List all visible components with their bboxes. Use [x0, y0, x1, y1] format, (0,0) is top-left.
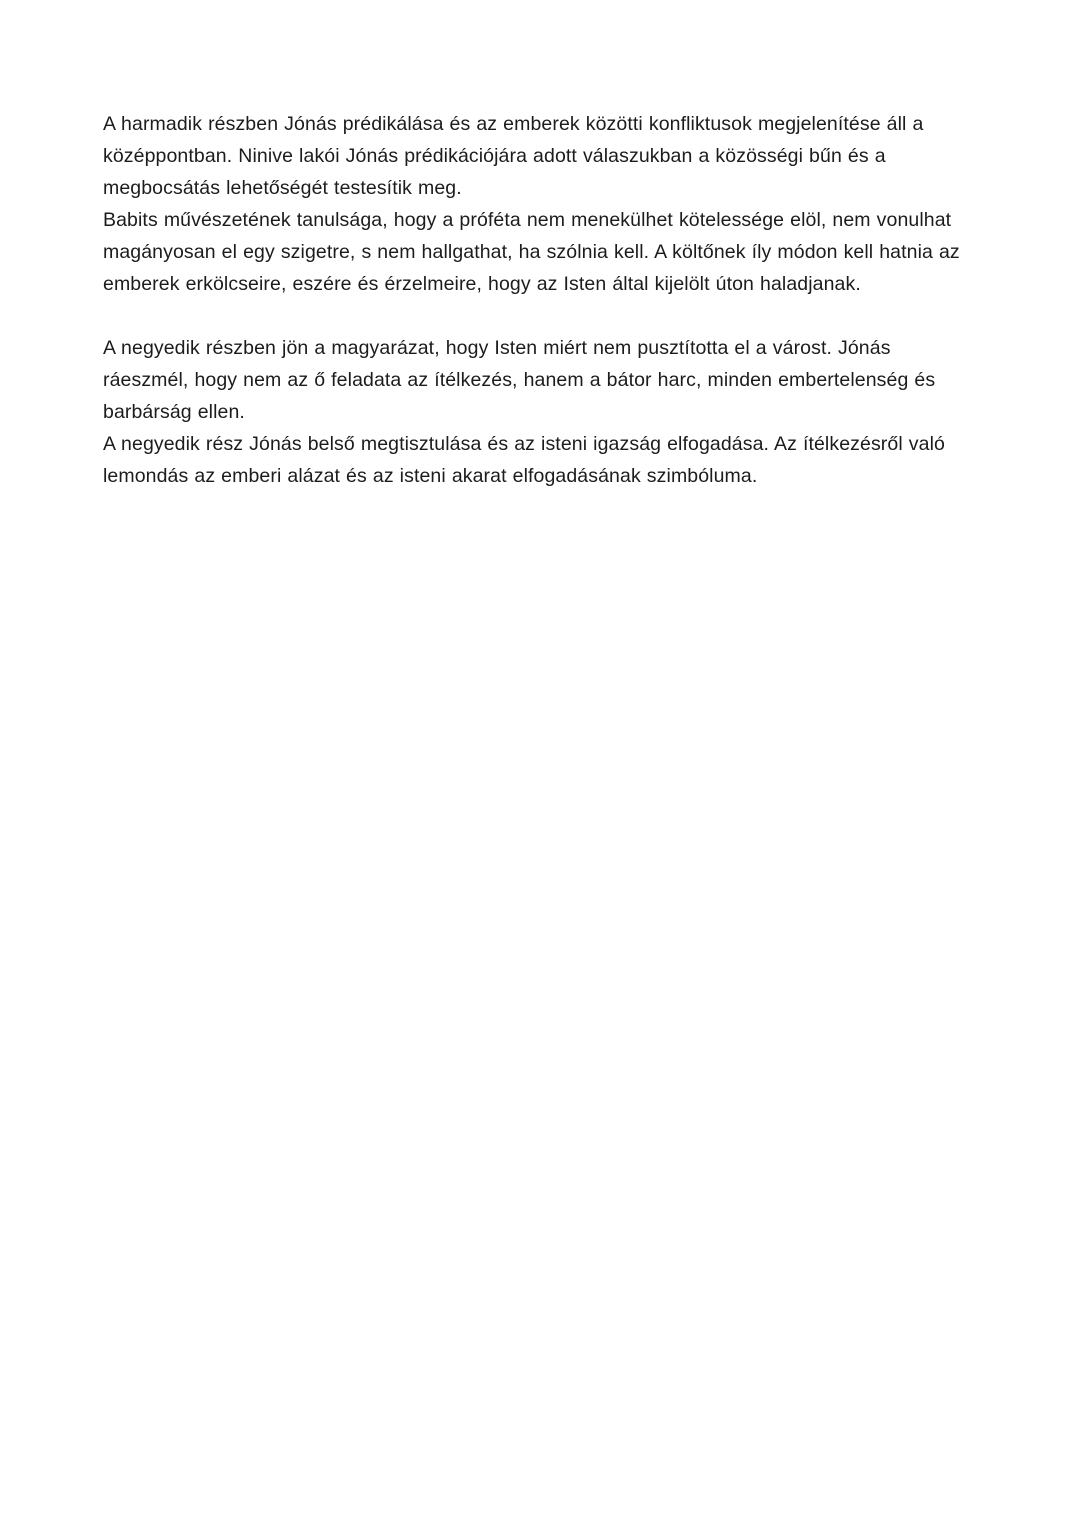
document-body	[103, 108, 970, 492]
paragraph: A negyedik rész Jónás belső megtisztulása és az isteni igazság elfogadása. Az ítélkezésről való lemondás az emberi alázat és az isteni akarat elfogadásának szimbóluma.	[103, 433, 945, 487]
paragraph: Babits művészetének tanulsága, hogy a próféta nem menekülhet kötelessége elöl, nem vonulhat magányosan el egy szigetre, s nem hallgathat, ha szólnia kell. A költőnek íly módon kell hatnia az emberek erkölcseire, eszére és érzelmeire, hogy az Isten által kijelölt úton haladjanak.	[103, 209, 960, 295]
paragraph: A negyedik részben jön a magyarázat, hogy Isten miért nem pusztította el a várost. Jónás ráeszmél, hogy nem az ő feladata az ítélkezés, hanem a bátor harc, minden embertelenség és barbárság ellen.	[103, 337, 936, 423]
paragraph: A harmadik részben Jónás prédikálása és az emberek közötti konfliktusok megjelenítése áll a középpontban. Ninive lakói Jónás prédikációjára adott válaszukban a közösségi bűn és a megbocsátás lehetőségét testesítik meg.	[103, 113, 924, 199]
